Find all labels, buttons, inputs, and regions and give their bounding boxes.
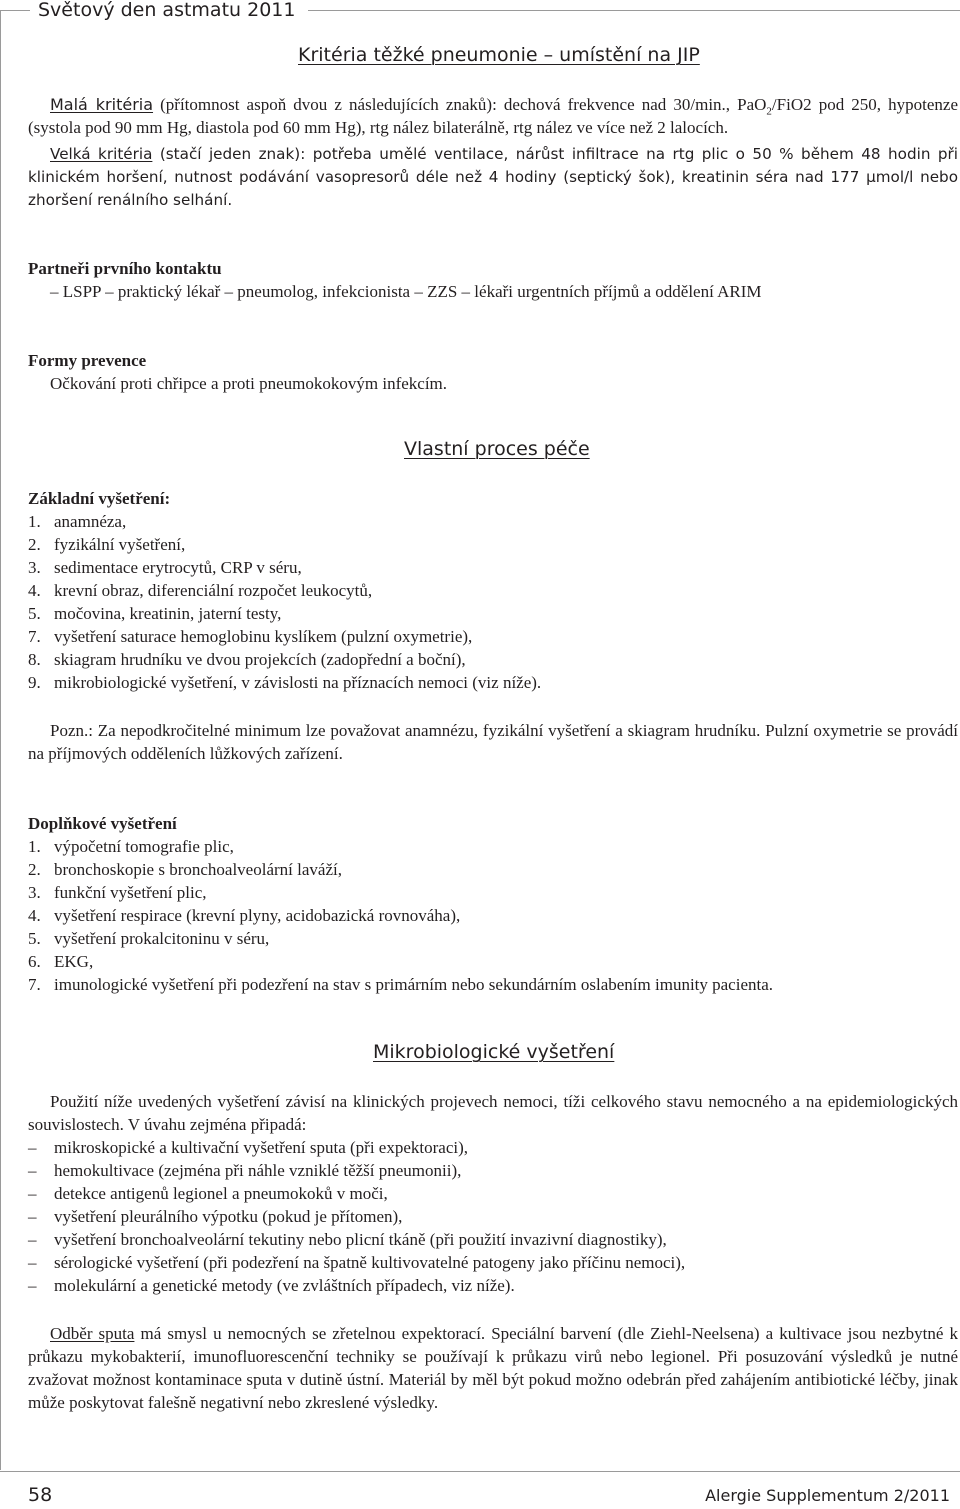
extra-exams-section [28,812,958,996]
basic-exams-title: Základní vyšetření: [28,489,171,508]
list-item: – sérologické vyšetření (při podezření na špatně kultivovatelné patogeny jako příčinu nemoci), [28,1251,958,1274]
list-item: – hemokultivace (zejména při náhle vzniklé těžší pneumonii), [28,1159,958,1182]
list-item [28,648,958,671]
list-item-number: 2. [28,535,41,554]
minor-criteria-paragraph [28,93,958,139]
list-item-number: 3. [28,558,41,577]
basic-exams-list [28,510,958,694]
micro-methods-list [28,1136,958,1297]
section-title-micro: Mikrobiologické vyšetření [373,1041,615,1063]
list-item-text: skiagram hrudníku ve dvou projekcích (zadopřední a boční), [54,650,466,669]
list-item [28,950,958,973]
list-item: – vyšetření pleurálního výpotku (pokud je přítomen), [28,1205,958,1228]
micro-intro [28,1090,958,1136]
list-item: – vyšetření bronchoalveolární tekutiny nebo plicní tkáně (při použití invazivní diagnostiky), [28,1228,958,1251]
list-item [28,858,958,881]
minor-criteria-text-a: (přítomnost aspoň dvou z následujících znaků): dechová frekvence nad 30/min., PaO [153,95,767,114]
prevention-text: Očkování proti chřipce a proti pneumokokovým infekcím. [50,374,448,393]
sputum-text: má smysl u nemocných se zřetelnou expektorací. Speciální barvení (dle Ziehl-Neelsena) a kultivace jsou nezbytné k průkazu mykobakterií, imunofluorescenční techniky se používají k průkazu virů nebo legionel. Při posuzování výsledků je nutné zvažovat možnost kontaminace sputa v dutině ústní. Materiál by měl být pokud možno odebrán před zahájením antibiotické léčby, jinak může poskytovat falešně negativní nebo zkreslené výsledky. [28,1324,958,1412]
list-item [28,927,958,950]
list-item [28,835,958,858]
minor-criteria-text-b: /FiO2 pod 250, hypotenze (systola pod 90 mm Hg, diastola pod 60 mm Hg), rtg nález bilaterálně, rtg nález ve více než 2 lalocích. [28,95,958,137]
list-item: – molekulární a genetické metody (ve zvláštních případech, viz níže). [28,1274,958,1297]
list-item-number: 4. [28,581,41,600]
extra-exams-title: Doplňkové vyšetření [28,814,177,833]
list-item-text: funkční vyšetření plic, [54,883,207,902]
list-item-text: vyšetření prokalcitoninu v séru, [54,929,270,948]
journal-title: Alergie Supplementum 2/2011 [705,1486,950,1505]
list-item-number: 6. [28,952,41,971]
list-item-text: bronchoskopie s bronchoalveolární laváží, [54,860,342,879]
section-title-care: Vlastní proces péče [404,438,590,460]
minor-criteria-subscript: 2 [766,105,772,118]
list-item-text: anamnéza, [54,512,127,531]
list-item-text: výpočetní tomografie plic, [54,837,234,856]
list-item-number: 5. [28,929,41,948]
list-item-text: vyšetření respirace (krevní plyny, acidobazická rovnováha), [54,906,461,925]
partners-title: Partneři prvního kontaktu [28,259,222,278]
major-criteria-paragraph [28,143,958,212]
list-item-text: krevní obraz, diferenciální rozpočet leukocytů, [54,581,373,600]
list-item-number: 4. [28,906,41,925]
list-item-text: močovina, kreatinin, jaterní testy, [54,604,282,623]
list-item-number: 2. [28,860,41,879]
list-item-number: 8. [28,650,41,669]
prevention-title: Formy prevence [28,351,147,370]
partners-text: – LSPP – praktický lékař – pneumolog, infekcionista – ZZS – lékaři urgentních příjmů a oddělení ARIM [50,282,762,301]
list-item: – detekce antigenů legionel a pneumokoků v moči, [28,1182,958,1205]
list-item-number: 7. [28,627,41,646]
list-item-number: 3. [28,883,41,902]
list-item-text: vyšetření saturace hemoglobinu kyslíkem (pulzní oxymetrie), [54,627,473,646]
page-number: 58 [28,1484,53,1506]
list-item-number: 1. [28,837,41,856]
care-note-text: Pozn.: Za nepodkročitelné minimum lze považovat anamnézu, fyzikální vyšetření a skiagram hrudníku. Pulzní oxymetrie se provádí na příjmových odděleních lůžkových zařízení. [28,721,958,763]
list-item [28,904,958,927]
extra-exams-list [28,835,958,996]
list-item-text: fyzikální vyšetření, [54,535,186,554]
list-item [28,973,958,996]
running-header-title: Světový den astmatu 2011 [38,0,296,21]
sputum-label: Odběr sputa [50,1324,135,1343]
frame-left-rule [0,10,1,1470]
list-item [28,556,958,579]
major-criteria-text: (stačí jeden znak): potřeba umělé ventilace, nárůst infiltrace na rtg plic o 50 % během 48 hodin při klinickém horšení, nutnost podávání vasopresorů déle než 4 hodiny (septický šok), kreatinin séra nad 177 µmol/l nebo zhoršení renálního selhání. [28,145,958,209]
list-item-number: 7. [28,975,41,994]
footer-rule [0,1471,960,1472]
list-item [28,625,958,648]
care-note [28,719,958,765]
list-item-number: 1. [28,512,41,531]
list-item-text: mikrobiologické vyšetření, v závislosti na příznacích nemoci (viz níže). [54,673,542,692]
list-item-text: imunologické vyšetření při podezření na stav s primárním nebo sekundárním oslabením imunity pacienta. [54,975,774,994]
header-rule [308,10,960,11]
basic-exams-section [28,487,958,694]
list-item-text: EKG, [54,952,94,971]
list-item [28,671,958,694]
section-title-jip: Kritéria těžké pneumonie – umístění na JIP [298,44,700,66]
frame-top-rule [0,10,30,11]
list-item-text: sedimentace erytrocytů, CRP v séru, [54,558,302,577]
list-item [28,579,958,602]
list-item [28,533,958,556]
micro-list-section [28,1136,958,1297]
list-item: – mikroskopické a kultivační vyšetření sputa (při expektoraci), [28,1136,958,1159]
micro-intro-text: Použití níže uvedených vyšetření závisí na klinických projevech nemoci, tíži celkového stavu nemocného a na epidemiologických souvislostech. V úvahu zejména připadá: [28,1092,958,1134]
partners-section [28,257,958,303]
minor-criteria-label: Malá kritéria [50,95,154,114]
list-item-number: 9. [28,673,41,692]
prevention-section [28,349,958,395]
list-item-number: 5. [28,604,41,623]
list-item [28,602,958,625]
sputum-paragraph [28,1322,958,1414]
list-item [28,510,958,533]
major-criteria-label: Velká kritéria [50,145,153,163]
list-item [28,881,958,904]
